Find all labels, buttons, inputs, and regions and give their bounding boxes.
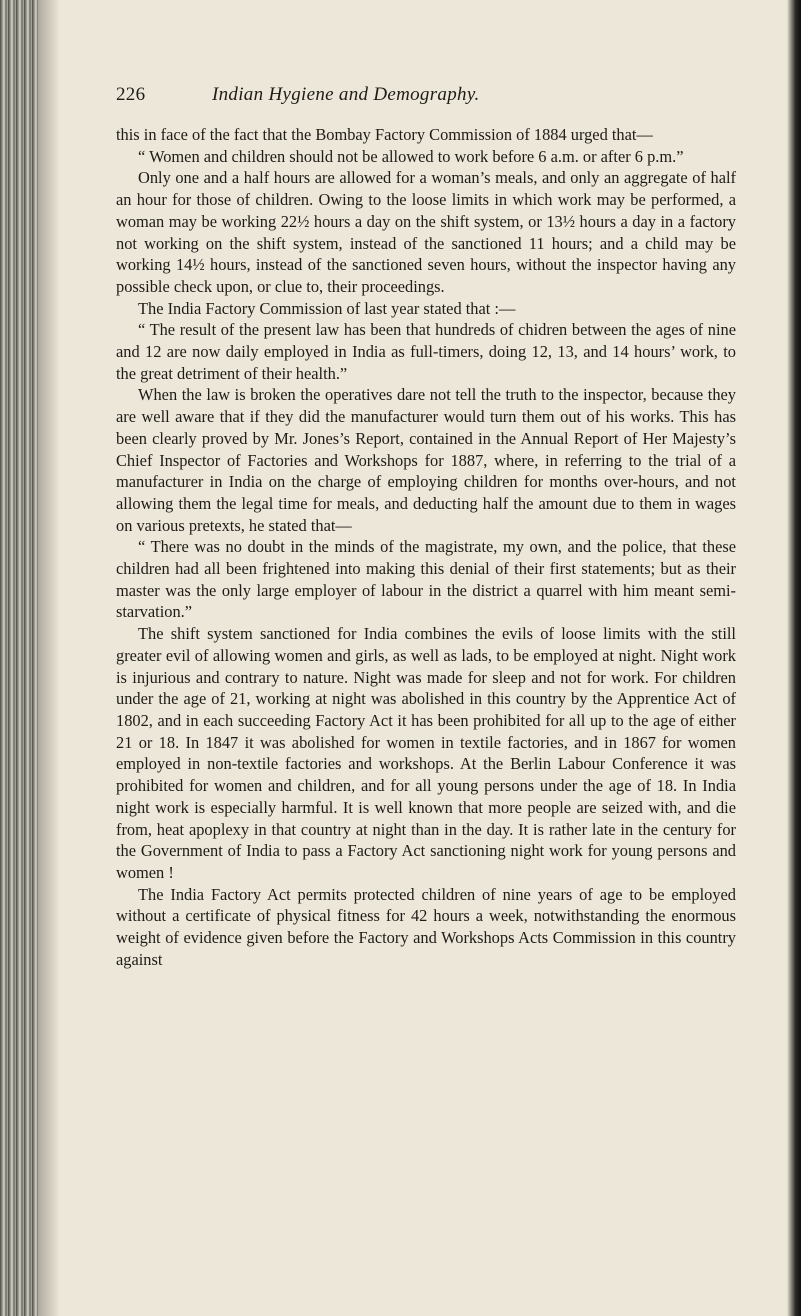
page-edge	[787, 0, 801, 1316]
body-text	[116, 124, 736, 970]
quotation: “ The result of the present law has been that hundreds of chidren between the ages of nine and 12 are now daily employed in India as full-timers, doing 12, 13, and 14 hours’ work, to the great detriment of their health.”	[116, 320, 736, 383]
quotation: “ There was no doubt in the minds of the magistrate, my own, and the police, that these children had all been frightened into making this denial of their first statements; but as their master was the only large employer of labour in the district a quarrel with him meant semi-starvation.”	[116, 537, 736, 622]
paragraph: When the law is broken the operatives dare not tell the truth to the inspector, because they are well aware that if they did the manufacturer would turn them out of his works. This has been clearly proved by Mr. Jones’s Report, contained in the Annual Report of Her Majesty’s Chief Inspector of Factories and Workshops for 1887, where, in referring to the trial of a manufacturer in India on the charge of employing children for months over-hours, and not allowing them the legal time for meals, and deducting half the amount due to them in wages on various pretexts, he stated that—	[116, 385, 736, 535]
quotation: “ Women and children should not be allowed to work before 6 a.m. or after 6 p.m.”	[138, 146, 684, 166]
paragraph-continued: this in face of the fact that the Bombay Factory Commission of 1884 urged that—	[116, 125, 653, 144]
running-header	[116, 84, 736, 114]
book-page	[116, 84, 736, 970]
paragraph: The shift system sanctioned for India combines the evils of loose limits with the still greater evil of allowing women and girls, as well as lads, to be employed at night. Night work is injurious and contrary to nature. Night was made for sleep and not for work. For children under the age of 21, working at night was abolished in this country by the Apprentice Act of 1802, and in each succeeding Factory Act it has been prohibited for all up to the age of either 21 or 18. In 1847 it was abolished for women in textile factories, and in 1867 for women employed in non-textile factories and workshops. At the Berlin Labour Conference it was prohibited for women and children, and for all young persons under the age of 18. In India night work is especially harmful. It is well known that more people are seized with, and die from, heat apoplexy in that country at night than in the day. It is rather late in the century for the Government of India to pass a Factory Act sanctioning night work for young persons and women !	[116, 624, 736, 882]
paragraph: The India Factory Commission of last year stated that :—	[138, 298, 516, 318]
gutter-shadow	[38, 0, 60, 1316]
paragraph: Only one and a half hours are allowed for a woman’s meals, and only an aggregate of half an hour for those of children. Owing to the loose limits in which work may be performed, a woman may be working 22½ hours a day on the shift system, or 13½ hours a day in a factory not working on the shift system, instead of the sanctioned 11 hours; and a child may be working 14½ hours, instead of the sanctioned seven hours, without the inspector having any possible check upon, or clue to, their proceedings.	[116, 168, 736, 296]
paragraph: The India Factory Act permits protected children of nine years of age to be employed without a certificate of physical fitness for 42 hours a week, notwithstanding the enormous weight of evidence given before the Factory and Workshops Acts Commission in this country against	[116, 884, 736, 969]
running-title: Indian Hygiene and Demography.	[212, 84, 480, 105]
book-binding	[0, 0, 38, 1316]
page-number: 226	[116, 84, 146, 105]
